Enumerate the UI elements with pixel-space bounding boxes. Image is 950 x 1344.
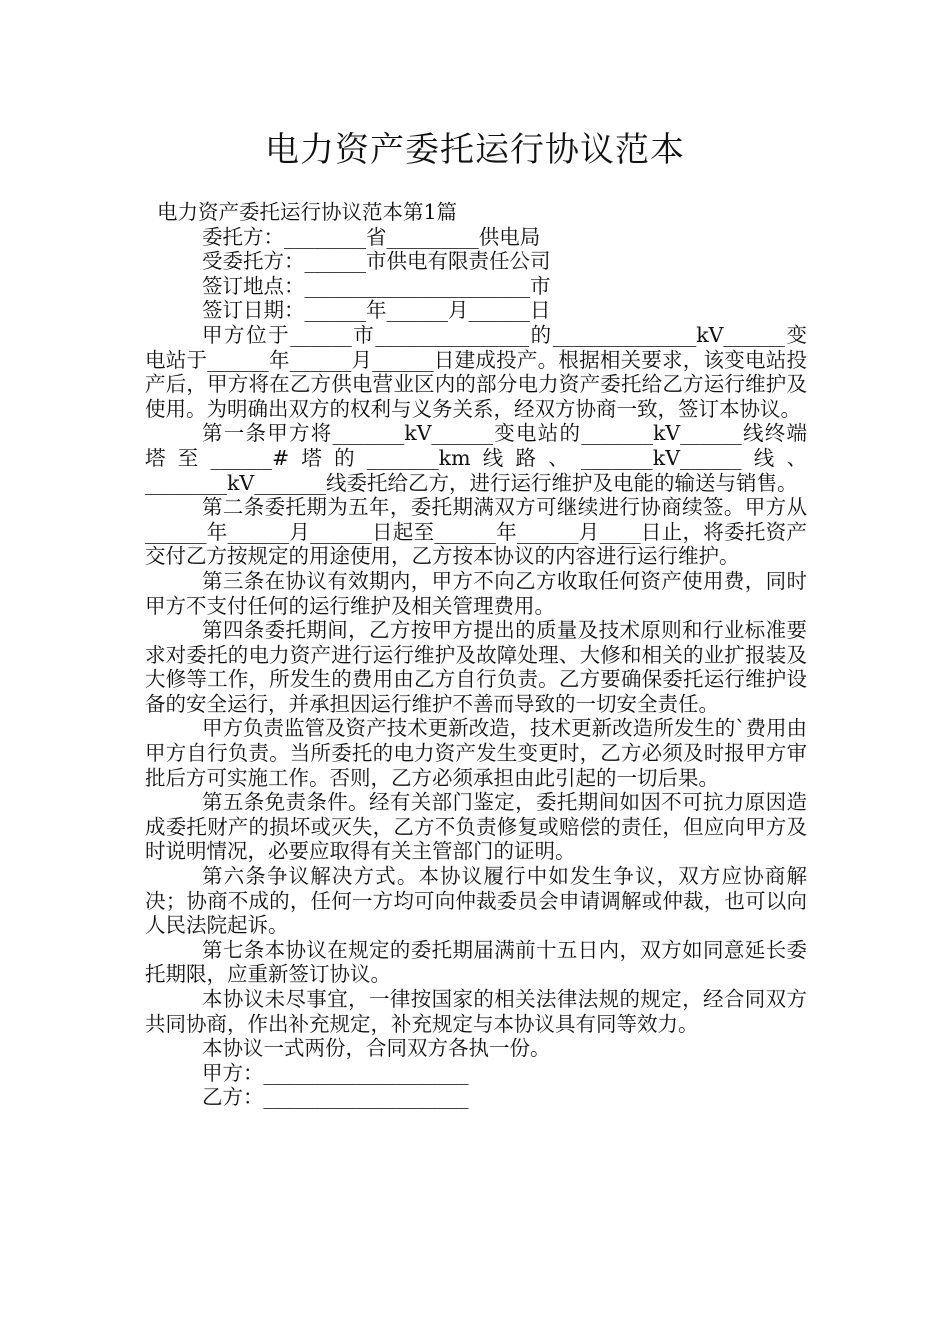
paragraph-article-1: 第一条甲方将_______kV______变电站的_______kV______线终端塔至______#塔的_______km线路、_______kV______线、________kV_______线委托给乙方，进行运行维护及电能的输送与销售。 — [145, 421, 807, 495]
header-line-contractor: 受委托方：______市供电有限责任公司 — [202, 249, 551, 274]
paragraph-article-2: 第二条委托期为五年，委托期满双方可继续进行协商续签。甲方从______年______月______日起至______年______月____日止，将委托资产交付乙方按规定的用途使用，乙方按本协议的内容进行运行维护。 — [145, 495, 807, 569]
paragraph-intro: 甲方位于______市_______________的______________kV______变电站于______年______月______日建成投产。根据相关要求，该变电站投产后，甲方将在乙方供电营业区内的部分电力资产委托给乙方运行维护及使用。为明确出双方的权利与义务关系，经双方协商一致，签订本协议。 — [145, 322, 807, 421]
paragraph-article-5: 第五条免责条件。经有关部门鉴定，委托期间如因不可抗力原因造成委托财产的损坏或灭失，乙方不负责修复或赔偿的责任，但应向甲方及时说明情况，必要应取得有关主管部门的证明。 — [145, 790, 807, 864]
header-line-place: 签订地点：______________________市 — [202, 273, 551, 298]
paragraph-article-4: 第四条委托期间，乙方按甲方提出的质量及技术原则和行业标准要求对委托的电力资产进行运行维护及故障处理、大修和相关的业扩报装及大修等工作，所发生的费用由乙方自行负责。乙方要确保委托运行维护设备的安全运行，并承担因运行维护不善而导致的一切安全责任。 — [145, 618, 807, 716]
signature-party-b: 乙方：____________________ — [202, 1085, 469, 1110]
paragraph-article-4-cont: 甲方负责监管及资产技术更新改造，技术更新改造所发生的`费用由甲方自行负责。当所委托的电力资产发生变更时，乙方必须及时报甲方审批后方可实施工作。否则，乙方必须承担由此引起的一切后果。 — [145, 716, 807, 790]
document-title: 电力资产委托运行协议范本 — [265, 130, 685, 170]
paragraph-supplement: 本协议未尽事宜，一律按国家的相关法律法规的规定，经合同双方共同协商，作出补充规定，补充规定与本协议具有同等效力。 — [145, 987, 807, 1036]
header-line-client: 委托方：________省_________供电局 — [202, 224, 541, 249]
paragraph-article-3: 第三条在协议有效期内，甲方不向乙方收取任何资产使用费，同时甲方不支付任何的运行维护及相关管理费用。 — [145, 568, 807, 618]
paragraph-article-6: 第六条争议解决方式。本协议履行中如发生争议，双方应协商解决；协商不成的，任何一方均可向仲裁委员会申请调解或仲裁，也可以向人民法院起诉。 — [145, 864, 807, 938]
header-line-date: 签订日期：______年______月______日 — [202, 298, 551, 323]
document-subtitle: 电力资产委托运行协议范本第1篇 — [157, 200, 458, 224]
document-body — [145, 200, 807, 1110]
paragraph-copies: 本协议一式两份，合同双方各执一份。 — [202, 1036, 551, 1061]
paragraph-article-7: 第七条本协议在规定的委托期届满前十五日内，双方如同意延长委托期限，应重新签订协议。 — [145, 937, 807, 987]
signature-party-a: 甲方：____________________ — [202, 1060, 469, 1085]
